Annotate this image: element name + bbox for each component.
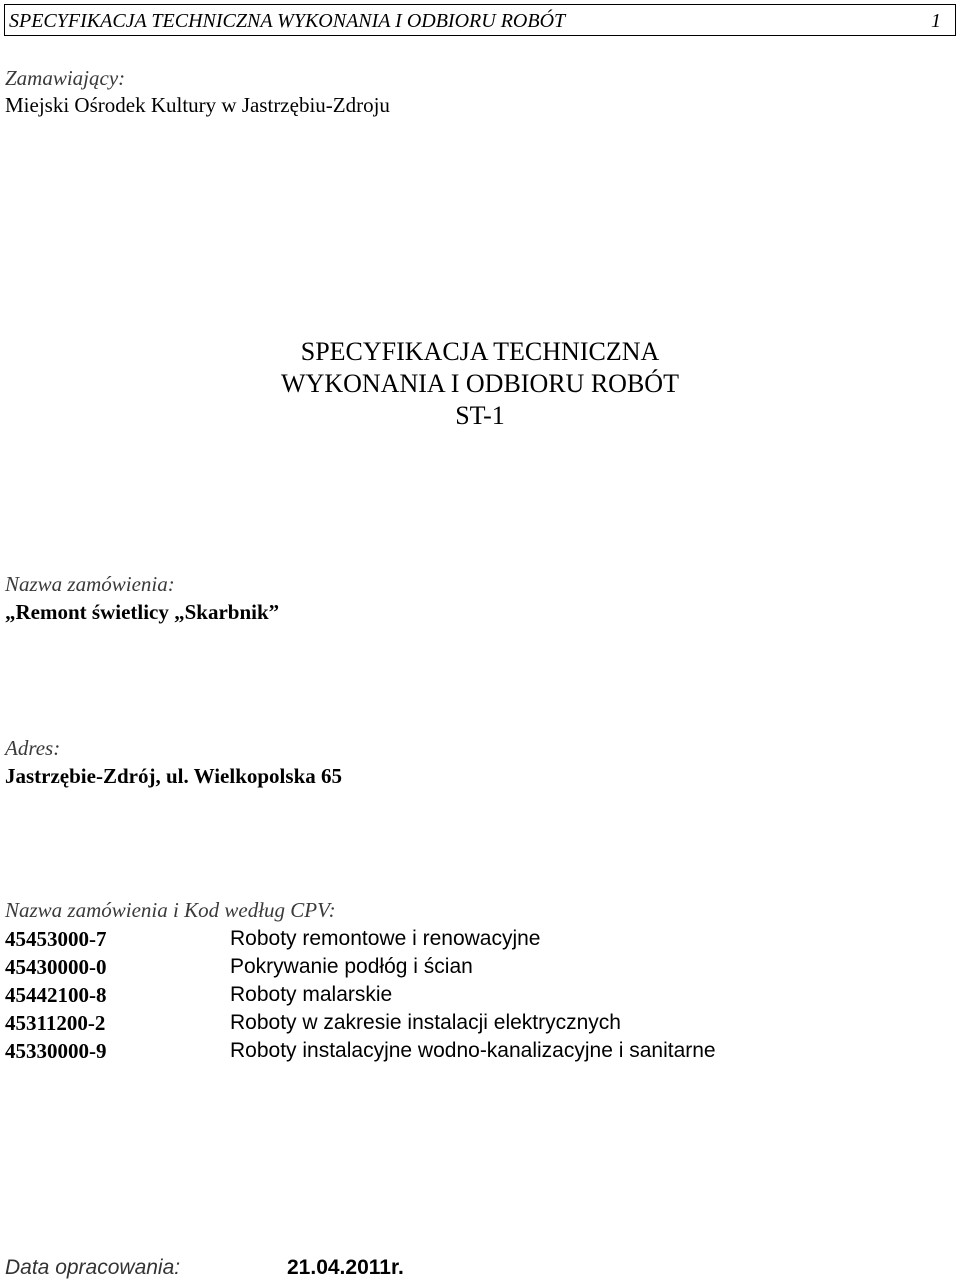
cpv-description: Pokrywanie podłóg i ścian <box>230 955 473 978</box>
cpv-code: 45330000-9 <box>5 1039 107 1063</box>
cpv-code: 45311200-2 <box>5 1011 106 1035</box>
preparation-date-label: Data opracowania: <box>5 1256 181 1279</box>
preparation-date-value: 21.04.2011r. <box>287 1256 404 1279</box>
cpv-description: Roboty w zakresie instalacji elektrycznych <box>230 1011 621 1034</box>
cpv-label: Nazwa zamówienia i Kod według CPV: <box>5 898 336 922</box>
cpv-code: 45442100-8 <box>5 983 107 1007</box>
header-title: SPECYFIKACJA TECHNICZNA WYKONANIA I ODBIORU ROBÓT <box>9 10 566 32</box>
cpv-code: 45453000-7 <box>5 927 107 951</box>
address-value: Jastrzębie-Zdrój, ul. Wielkopolska 65 <box>5 764 342 788</box>
address-label: Adres: <box>5 736 61 760</box>
order-name-label: Nazwa zamówienia: <box>5 572 175 596</box>
ordering-party-value: Miejski Ośrodek Kultury w Jastrzębiu-Zdroju <box>5 93 390 117</box>
ordering-party-label: Zamawiający: <box>5 66 126 90</box>
cpv-code: 45430000-0 <box>5 955 107 979</box>
page-number: 1 <box>931 10 941 32</box>
order-name-value: „Remont świetlicy „Skarbnik” <box>5 600 280 624</box>
cpv-description: Roboty malarskie <box>230 983 393 1006</box>
title-line-1: SPECYFIKACJA TECHNICZNA <box>300 337 660 366</box>
document-header <box>4 4 956 36</box>
title-line-2: WYKONANIA I ODBIORU ROBÓT <box>281 369 679 398</box>
document-title <box>0 336 960 432</box>
title-line-3: ST-1 <box>455 401 505 430</box>
cpv-description: Roboty instalacyjne wodno-kanalizacyjne i sanitarne <box>230 1039 716 1062</box>
cpv-description: Roboty remontowe i renowacyjne <box>230 927 541 950</box>
